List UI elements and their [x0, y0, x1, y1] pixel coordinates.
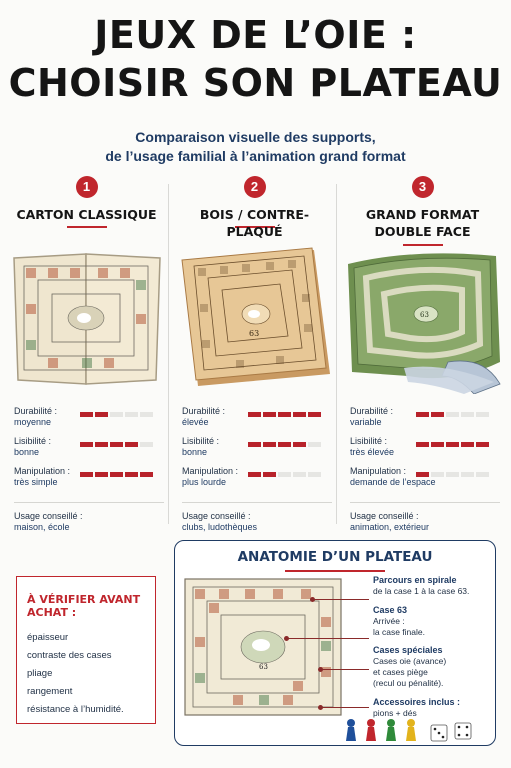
rating-segment	[416, 472, 429, 477]
annotation-title: Accessoires inclus :	[373, 697, 461, 707]
rating-segment	[278, 472, 291, 477]
rating-segment	[461, 412, 474, 417]
rating-segment	[308, 442, 321, 447]
stat-label: Durabilité :	[14, 406, 58, 416]
annotation-text: (recul ou pénalité).	[373, 678, 444, 688]
stat-label: Manipulation :	[14, 466, 71, 476]
dice-icon	[431, 725, 447, 741]
rating-segment	[308, 412, 321, 417]
divider	[182, 502, 332, 503]
rating-segment	[80, 442, 93, 447]
column-large-format	[340, 174, 505, 534]
stat-label: Manipulation :	[350, 466, 407, 476]
rating-bar	[416, 412, 489, 417]
dice-icon	[455, 723, 471, 739]
rating-bar	[248, 442, 321, 447]
stats-list	[350, 406, 500, 533]
column-title-line1: GRAND FORMAT	[365, 207, 480, 222]
stat-label: Manipulation :	[182, 466, 239, 476]
column-title-line1: CARTON CLASSIQUE	[16, 207, 157, 222]
annotation-special-cases	[373, 645, 491, 689]
checklist-heading: À VÉRIFIER AVANT ACHAT :	[27, 593, 141, 619]
rating-segment	[140, 412, 153, 417]
usage-value: animation, extérieur	[350, 522, 430, 532]
stat-legibility	[14, 436, 164, 466]
checklist-item: résistance à l’humidité.	[27, 704, 124, 715]
checklist-item: rangement	[27, 686, 73, 697]
rating-segment	[416, 442, 429, 447]
svg-text:63: 63	[249, 329, 260, 338]
usage	[350, 511, 500, 533]
stat-handling	[14, 466, 164, 496]
rating-segment	[248, 442, 261, 447]
stat-handling	[350, 466, 500, 496]
stat-label: Durabilité :	[182, 406, 226, 416]
rating-segment	[125, 472, 138, 477]
annotation-text: Cases oie (avance)	[373, 656, 447, 666]
board-anatomy-panel	[174, 540, 496, 746]
rating-segment	[476, 472, 489, 477]
pawn-icon	[366, 719, 376, 741]
annotation-spiral-path	[373, 575, 491, 597]
annotation-leader	[321, 669, 369, 670]
annotation-title: Parcours en spirale	[373, 575, 457, 585]
checklist-item: pliage	[27, 668, 53, 679]
stat-value: élevée	[182, 417, 209, 427]
stat-value: demande de l’espace	[350, 477, 436, 487]
rating-segment	[476, 442, 489, 447]
annotation-text: de la case 1 à la case 63.	[373, 586, 470, 596]
stat-value: variable	[350, 417, 382, 427]
rating-segment	[263, 472, 276, 477]
rating-segment	[110, 442, 123, 447]
stat-label: Durabilité :	[350, 406, 394, 416]
usage-label: Usage conseillé :	[14, 511, 83, 521]
usage-label: Usage conseillé :	[350, 511, 419, 521]
rating-bar	[80, 472, 153, 477]
stat-value: moyenne	[14, 417, 52, 427]
pawn-icon	[346, 719, 356, 741]
rating-segment	[125, 412, 138, 417]
rating-bar	[248, 412, 321, 417]
rating-segment	[95, 412, 108, 417]
page-title-line1: JEUX DE L’OIE :	[94, 13, 417, 57]
stat-label: Lisibilité :	[14, 436, 52, 446]
column-wood	[172, 174, 337, 534]
column-number-badge: 2	[244, 176, 266, 198]
column-number-badge: 1	[76, 176, 98, 198]
usage-value: clubs, ludothèques	[182, 522, 258, 532]
rating-segment	[80, 472, 93, 477]
page-title-line2: CHOISIR SON PLATEAU	[8, 61, 503, 105]
annotation-case-63	[373, 605, 491, 638]
stat-handling	[182, 466, 332, 496]
annotation-leader	[313, 599, 369, 600]
annotation-text: la case finale.	[373, 627, 425, 637]
usage-value: maison, école	[14, 522, 70, 532]
anatomy-heading: ANATOMIE D’UN PLATEAU	[237, 549, 433, 565]
usage-label: Usage conseillé :	[182, 511, 251, 521]
rating-segment	[446, 412, 459, 417]
rating-segment	[446, 472, 459, 477]
rating-segment	[95, 472, 108, 477]
rating-segment	[461, 472, 474, 477]
column-title	[4, 206, 169, 242]
wooden-board-image	[176, 244, 334, 394]
subtitle	[0, 128, 511, 166]
column-title-line2: DOUBLE FACE	[374, 224, 471, 239]
rating-segment	[125, 442, 138, 447]
annotation-leader	[287, 638, 369, 639]
purchase-checklist	[16, 576, 156, 724]
usage	[182, 511, 332, 533]
rating-segment	[110, 412, 123, 417]
annotation-leader	[321, 707, 369, 708]
checklist-item: épaisseur	[27, 632, 69, 643]
rating-bar	[248, 472, 321, 477]
column-title	[172, 206, 337, 242]
rating-segment	[461, 442, 474, 447]
rating-segment	[110, 472, 123, 477]
rating-segment	[95, 442, 108, 447]
annotation-text: pions + dés	[373, 708, 417, 718]
column-title-line1: BOIS / CONTRE-PLAQUÉ	[199, 207, 310, 239]
column-cardboard	[4, 174, 169, 534]
pawns-and-dice-image	[341, 715, 491, 745]
stat-label: Lisibilité :	[350, 436, 388, 446]
annotation-text: et cases piège	[373, 667, 428, 677]
column-number-badge: 3	[412, 176, 434, 198]
rating-segment	[431, 412, 444, 417]
rating-segment	[293, 472, 306, 477]
stat-durability	[14, 406, 164, 436]
column-title	[340, 206, 505, 242]
rating-segment	[476, 412, 489, 417]
rating-segment	[278, 442, 291, 447]
rating-segment	[416, 412, 429, 417]
rating-bar	[416, 472, 489, 477]
usage	[14, 511, 164, 533]
rating-segment	[263, 412, 276, 417]
subtitle-line2: de l’usage familial à l’animation grand format	[105, 148, 406, 164]
pawn-icon	[386, 719, 396, 741]
stat-value: très élevée	[350, 447, 395, 457]
rating-segment	[140, 442, 153, 447]
stat-durability	[182, 406, 332, 436]
stat-value: bonne	[14, 447, 40, 457]
stat-value: très simple	[14, 477, 58, 487]
rating-segment	[278, 412, 291, 417]
rating-segment	[248, 472, 261, 477]
board-diagram-image	[183, 577, 343, 717]
stats-list	[182, 406, 332, 533]
rating-segment	[80, 412, 93, 417]
annotation-text: Arrivée :	[373, 616, 405, 626]
annotation-title: Case 63	[373, 605, 408, 615]
rating-bar	[80, 442, 153, 447]
large-fabric-mat-image	[344, 244, 502, 394]
pawn-icon	[406, 719, 416, 741]
rating-segment	[431, 472, 444, 477]
stat-value: plus lourde	[182, 477, 227, 487]
rating-segment	[431, 442, 444, 447]
board-center-number: 63	[259, 663, 268, 671]
rating-segment	[308, 472, 321, 477]
annotation-title: Cases spéciales	[373, 645, 443, 655]
stat-legibility	[350, 436, 500, 466]
checklist-item: contraste des cases	[27, 650, 112, 661]
rating-segment	[140, 472, 153, 477]
stat-legibility	[182, 436, 332, 466]
rating-segment	[293, 442, 306, 447]
divider	[350, 502, 500, 503]
rating-bar	[80, 412, 153, 417]
rating-segment	[263, 442, 276, 447]
subtitle-line1: Comparaison visuelle des supports,	[135, 129, 376, 145]
rating-segment	[293, 412, 306, 417]
svg-text:63: 63	[420, 311, 429, 319]
stat-durability	[350, 406, 500, 436]
stats-list	[14, 406, 164, 533]
heading-underline	[285, 570, 385, 572]
rating-bar	[416, 442, 489, 447]
checklist-items	[27, 629, 145, 719]
rating-segment	[446, 442, 459, 447]
title-underline	[67, 226, 107, 228]
folding-cardboard-board-image	[8, 244, 166, 394]
stat-value: bonne	[182, 447, 208, 457]
stat-label: Lisibilité :	[182, 436, 220, 446]
rating-segment	[248, 412, 261, 417]
divider	[14, 502, 164, 503]
